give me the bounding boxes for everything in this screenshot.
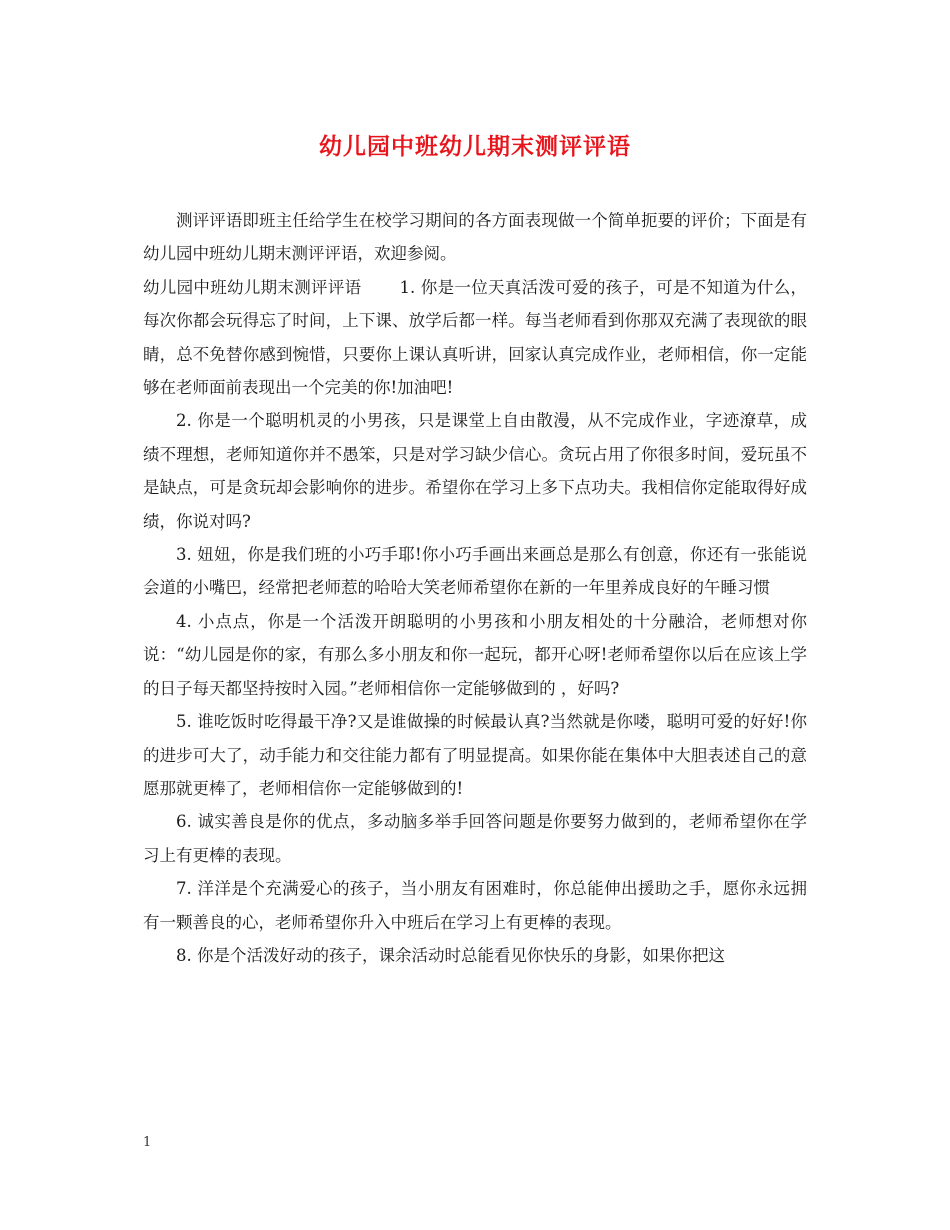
comment-item-4: 4. 小点点，你是一个活泼开朗聪明的小男孩和小朋友相处的十分融洽，老师想对你说：“幼儿园是你的家，有那么多小朋友和你一起玩，都开心呀!老师希望你以后在应该上学的日子每天都坚持按时入园。”老师相信你一定能够做到的 ，好吗? bbox=[143, 611, 807, 698]
first-comment-paragraph bbox=[143, 271, 807, 405]
comment-item-1: 1. 你是一位天真活泼可爱的孩子，可是不知道为什么，每次你都会玩得忘了时间，上下课、放学后都一样。每当老师看到你那双充满了表现欲的眼睛，总不免替你感到惋惜，只要你上课认真听讲，回家认真完成作业，老师相信，你一定能够在老师面前表现出一个完美的你!加油吧! bbox=[143, 277, 807, 398]
comments-subheading: 幼儿园中班幼儿期末测评评语 bbox=[143, 277, 362, 297]
comment-item-2: 2. 你是一个聪明机灵的小男孩，只是课堂上自由散漫，从不完成作业，字迹潦草，成绩不理想，老师知道你并不愚笨，只是对学习缺少信心。贪玩占用了你很多时间，爱玩虽不是缺点，可是贪玩却会影响你的进步。希望你在学习上多下点功夫。我相信你定能取得好成绩，你说对吗? bbox=[143, 411, 807, 531]
page-number: 1 bbox=[143, 1135, 152, 1150]
comment-item-8: 8. 你是个活泼好动的孩子，课余活动时总能看见你快乐的身影，如果你把这 bbox=[176, 945, 725, 965]
document-title: 幼儿园中班幼儿期末测评评语 bbox=[319, 134, 631, 160]
comment-item-3: 3. 妞妞，你是我们班的小巧手耶!你小巧手画出来画总是那么有创意，你还有一张能说会道的小嘴巴，经常把老师惹的哈哈大笑老师希望你在新的一年里养成良好的午睡习惯 bbox=[143, 545, 807, 598]
comment-item-6: 6. 诚实善良是你的优点，多动脑多举手回答问题是你要努力做到的，老师希望你在学习上有更棒的表现。 bbox=[143, 812, 807, 865]
document-body bbox=[143, 204, 807, 972]
comment-item-7: 7. 洋洋是个充满爱心的孩子，当小朋友有困难时，你总能伸出援助之手，愿你永远拥有一颗善良的心，老师希望你升入中班后在学习上有更棒的表现。 bbox=[143, 879, 807, 932]
comment-item-5: 5. 谁吃饭时吃得最干净?又是谁做操的时候最认真?当然就是你喽，聪明可爱的好好!你的进步可大了，动手能力和交往能力都有了明显提高。如果你能在集体中大胆表述自己的意愿那就更棒了，老师相信你一定能够做到的! bbox=[143, 712, 807, 798]
intro-paragraph: 测评评语即班主任给学生在校学习期间的各方面表现做一个简单扼要的评价；下面是有幼儿园中班幼儿期末测评评语，欢迎参阅。 bbox=[143, 211, 807, 264]
